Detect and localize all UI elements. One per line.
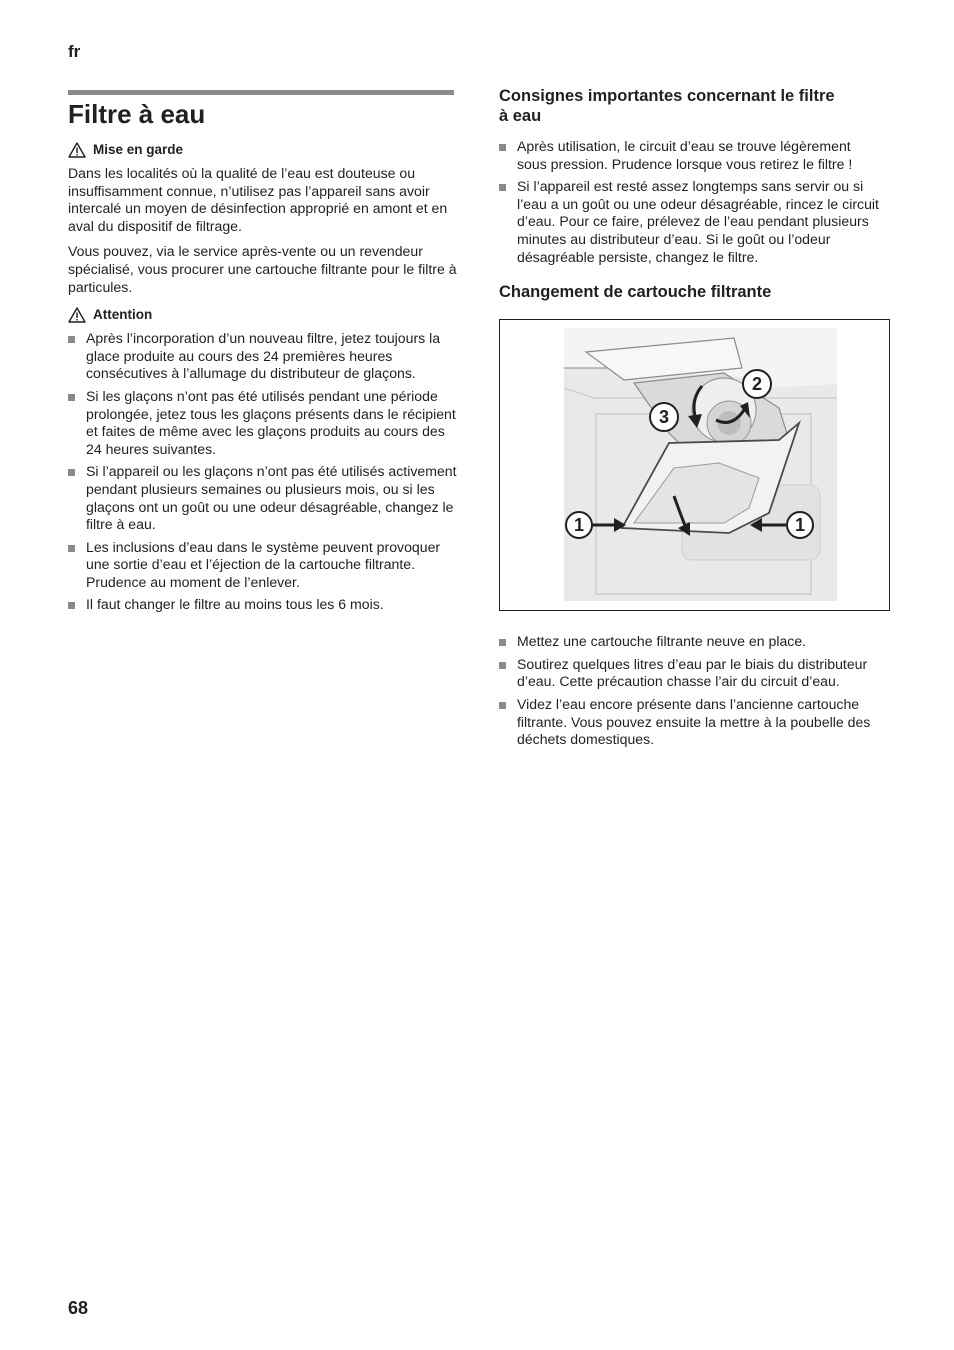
- warning-heading-attention: [68, 306, 460, 324]
- list-item: Si les glaçons n’ont pas été utilisés pendant une période prolongée, jetez tous les glaçons présents dans le récipient et faites de même avec les glaçons produits au cours des 24 heures suivantes.: [68, 388, 460, 458]
- title-rule: [68, 90, 454, 95]
- bullet-icon: [68, 469, 75, 476]
- bullet-icon: [499, 144, 506, 151]
- list-item: Les inclusions d’eau dans le système peuvent provoquer une sortie d’eau et l’éjection de la cartouche filtrante. Prudence au moment de l’enlever.: [68, 539, 460, 592]
- list-item: Si l’appareil est resté assez longtemps sans servir ou si l’eau a un goût ou une odeur désagréable, rincez le circuit d’eau. Pour ce faire, prélevez de l’eau pendant plusieurs minutes au distributeur d’eau. Si le goût ou l’odeur désagréable persiste, changez le filtre.: [499, 178, 884, 266]
- list-item: Après utilisation, le circuit d’eau se trouve légèrement sous pression. Prudence lorsque vous retirez le filtre !: [499, 138, 884, 173]
- bullet-icon: [68, 602, 75, 609]
- bullet-icon: [499, 184, 506, 191]
- changement-list: [499, 633, 884, 749]
- list-item: Après l’incorporation d’un nouveau filtre, jetez toujours la glace produite au cours des 24 premières heures consécutives à l’allumage du distributeur de glaçons.: [68, 330, 460, 383]
- warning-icon: [68, 307, 86, 323]
- filter-cartridge-illustration: [564, 328, 837, 601]
- list-item: Soutirez quelques litres d’eau par le biais du distributeur d’eau. Cette précaution chasse l’air du circuit d’eau.: [499, 656, 884, 691]
- callout-step1-right: 1: [794, 515, 806, 536]
- warning-label: Mise en garde: [93, 142, 184, 157]
- bullet-icon: [68, 394, 75, 401]
- list-item: Mettez une cartouche filtrante neuve en place.: [499, 633, 884, 651]
- filter-replacement-figure: [499, 319, 890, 611]
- bullet-icon: [68, 545, 75, 552]
- language-label: fr: [68, 42, 81, 61]
- list-item: Videz l’eau encore présente dans l’ancienne cartouche filtrante. Vous pouvez ensuite la mettre à la poubelle des déchets domestiques.: [499, 696, 884, 749]
- section-heading-changement: Changement de cartouche filtrante: [499, 283, 772, 302]
- warning-label: Attention: [93, 307, 153, 323]
- page-title: Filtre à eau: [68, 99, 206, 129]
- list-item: Si l’appareil ou les glaçons n’ont pas été utilisés activement pendant plusieurs semaines ou plusieurs mois, ou si les glaçons ont un goût ou une odeur désagréable, changez le filtre à eau.: [68, 463, 460, 533]
- right-column: [499, 86, 884, 754]
- attention-list: [68, 330, 460, 614]
- list-item: Il faut changer le filtre au moins tous les 6 mois.: [68, 596, 460, 614]
- warning-paragraph: Dans les localités où la qualité de l’eau est douteuse ou insuffisamment connue, n’utilisez pas l’appareil sans avoir intercalé un moyen de désinfection approprié en amont et en aval du dispositif de filtrage.: [68, 165, 448, 234]
- bullet-icon: [499, 702, 506, 709]
- consignes-list: [499, 138, 884, 266]
- bullet-icon: [499, 639, 506, 646]
- page-number: 68: [68, 1298, 89, 1318]
- left-column: [68, 141, 460, 619]
- callout-step2: 2: [751, 374, 763, 395]
- callout-step1-left: 1: [573, 515, 585, 536]
- warning-icon: [68, 142, 86, 158]
- warning-paragraph: Vous pouvez, via le service après-vente ou un revendeur spécialisé, vous procurer une cartouche filtrante pour le filtre à particules.: [68, 243, 457, 295]
- warning-heading-mise-en-garde: [68, 141, 460, 159]
- callout-step3: 3: [658, 407, 670, 428]
- bullet-icon: [499, 662, 506, 669]
- bullet-icon: [68, 336, 75, 343]
- section-heading-consignes: Consignes importantes concernant le filtre à eau: [499, 87, 835, 125]
